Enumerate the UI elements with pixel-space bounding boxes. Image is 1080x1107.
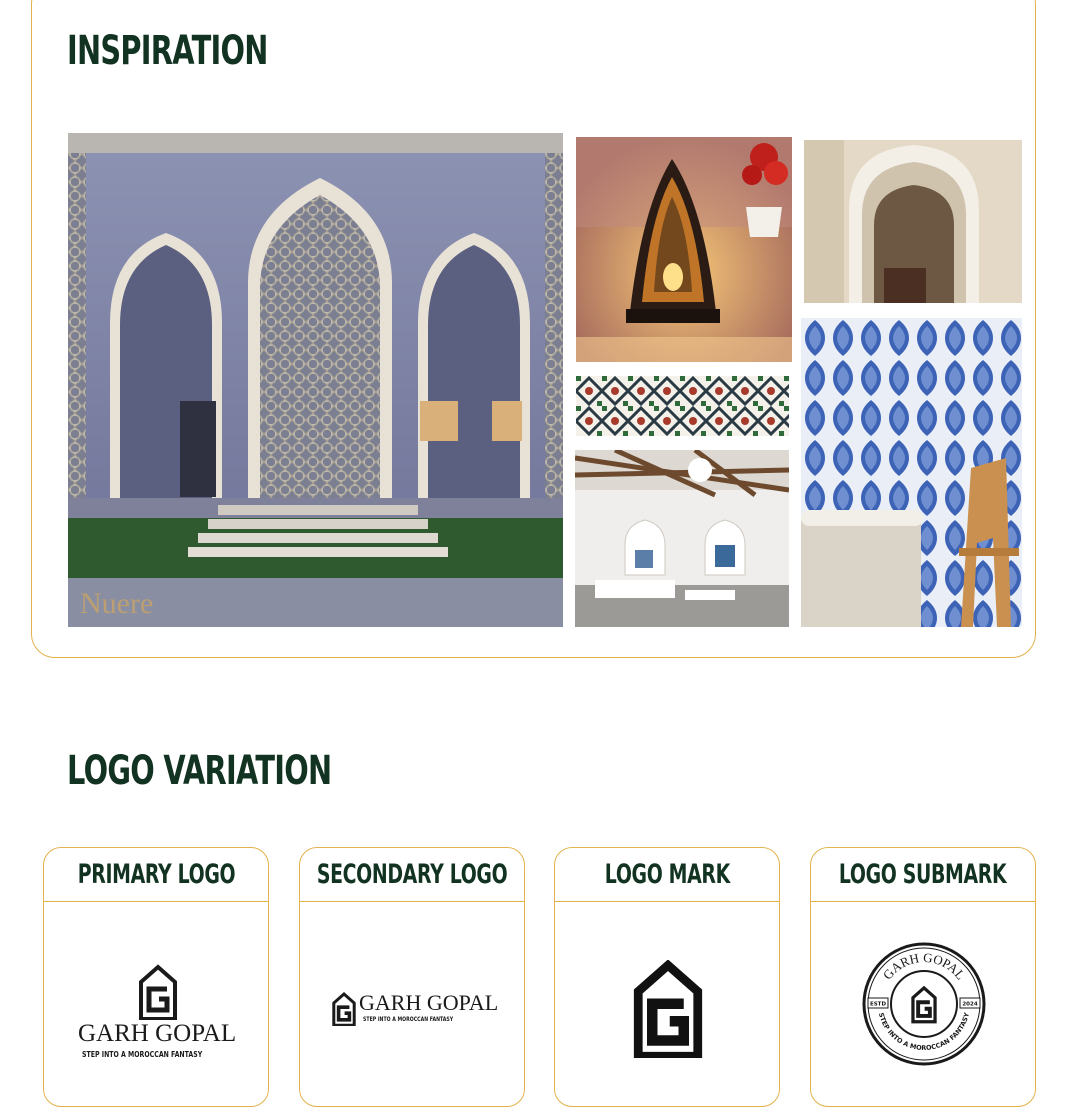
card-header	[300, 848, 524, 902]
moroccan-lantern-photo	[576, 137, 792, 362]
svg-text:Nuere: Nuere	[80, 587, 154, 620]
card-title: LOGO SUBMARK	[839, 859, 1007, 890]
inspiration-heading: INSPIRATION	[67, 28, 268, 74]
card-title: PRIMARY LOGO	[77, 859, 235, 890]
white-moroccan-interior-photo	[575, 450, 789, 627]
svg-text:STEP INTO A MOROCCAN FANTASY: STEP INTO A MOROCCAN FANTASY	[876, 1011, 972, 1053]
blue-arabesque-tile-wallpaper-photo	[801, 318, 1022, 627]
primary-logo	[44, 902, 268, 1106]
logo-mark	[555, 902, 779, 1106]
svg-text:2024: 2024	[962, 1001, 978, 1008]
card-header	[811, 848, 1035, 902]
logo-mark-card	[554, 847, 780, 1107]
house-g-logo-icon	[332, 992, 356, 1026]
brand-name: GARH GOPAL	[78, 1020, 237, 1047]
brand-name: GARH GOPAL	[359, 990, 499, 1015]
circular-seal-icon	[862, 942, 986, 1066]
brand-tagline: STEP INTO A MOROCCAN FANTASY	[363, 1016, 454, 1023]
card-header	[44, 848, 268, 902]
card-title: SECONDARY LOGO	[316, 859, 508, 890]
moroccan-villa-facade-photo	[68, 133, 563, 627]
logo-submark-card	[810, 847, 1036, 1107]
logo-variation-heading: LOGO VARIATION	[67, 748, 332, 794]
geometric-tile-border-photo	[576, 376, 789, 436]
carved-plaster-arch-photo	[804, 140, 1022, 303]
card-title: LOGO MARK	[604, 859, 730, 890]
secondary-logo	[300, 902, 524, 1106]
svg-text:ESTD: ESTD	[869, 1001, 887, 1008]
svg-text:GARH GOPAL: GARH GOPAL	[879, 949, 969, 983]
house-g-logo-icon	[138, 964, 178, 1020]
brand-tagline: STEP INTO A MOROCCAN FANTASY	[82, 1050, 203, 1059]
secondary-logo-card	[299, 847, 525, 1107]
card-header	[555, 848, 779, 902]
logo-submark	[811, 902, 1035, 1106]
primary-logo-card	[43, 847, 269, 1107]
house-g-logo-icon	[633, 960, 703, 1058]
